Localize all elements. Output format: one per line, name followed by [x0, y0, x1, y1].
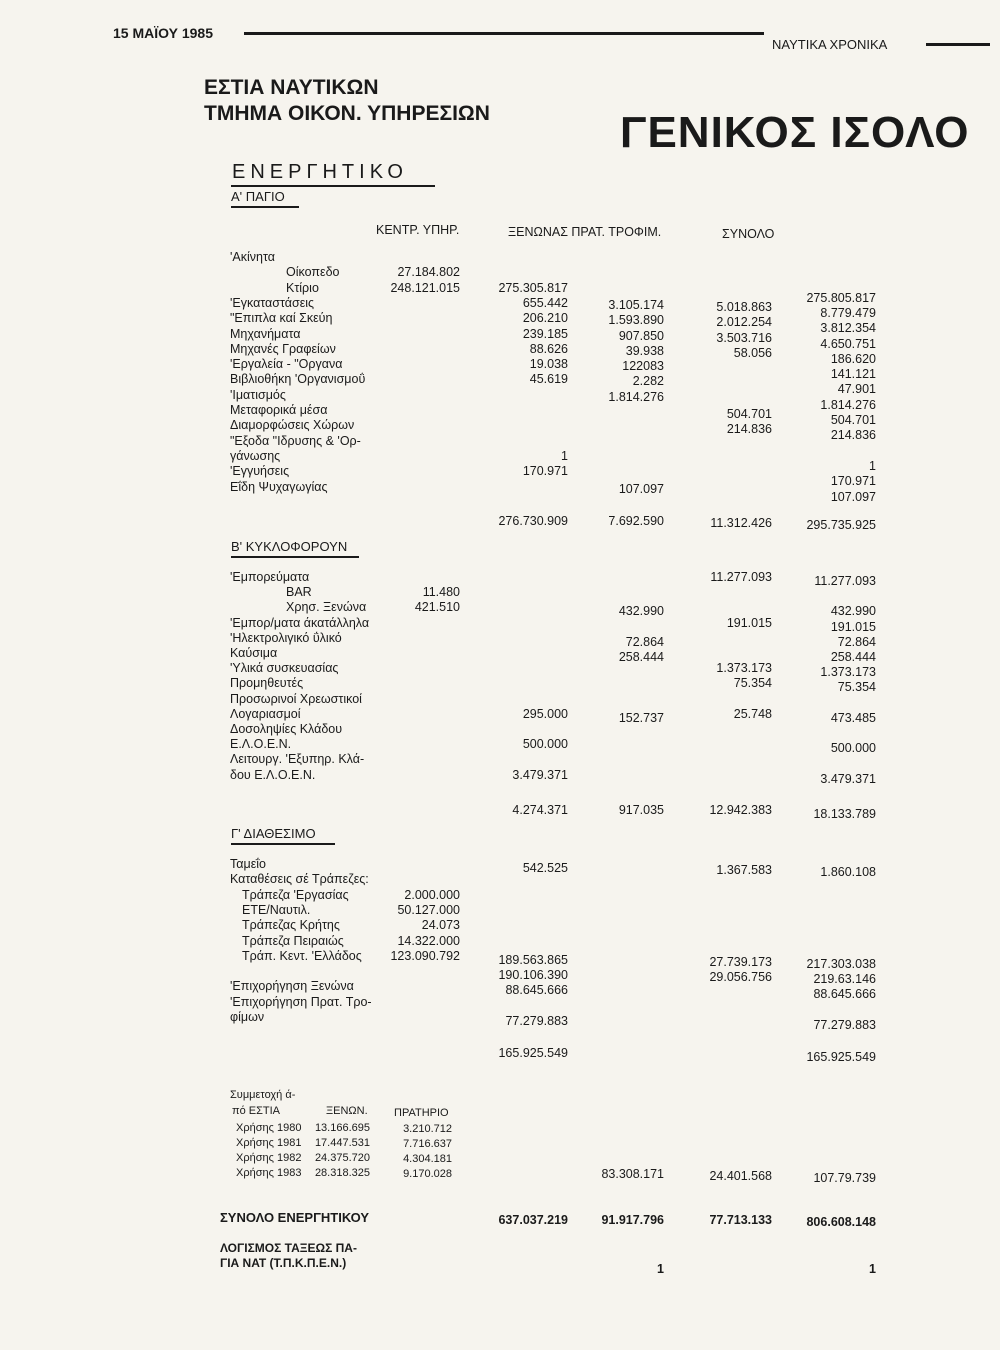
amount-c3: 75.354 — [733, 676, 772, 691]
row-subamount: 24.073 — [421, 918, 460, 933]
row-label: 'Ιματισμός — [230, 387, 286, 402]
column-header-xenonas: ΞΕΝΩΝΑΣ ΠΡΑΤ. ΤΡΟΦΙΜ. — [508, 225, 662, 239]
amount-c3: 1.367.583 — [716, 863, 772, 877]
row-subamount: 11.480 — [422, 585, 460, 600]
amount-c3: 25.748 — [733, 706, 772, 721]
participation-col-pratirio: ΠΡΑΤΗΡΙΟ — [394, 1107, 449, 1119]
header-rule-right — [926, 43, 990, 46]
amount-c4: 1.814.276 — [820, 397, 876, 412]
amount-c4: 1.373.173 — [820, 665, 876, 680]
header-rule-left — [244, 32, 764, 35]
amount-c2: 432.990 — [618, 604, 664, 619]
row-label: Καύσιμα — [230, 646, 278, 660]
row-subamount: 123.090.792 — [390, 948, 460, 963]
amount-c4: 47.901 — [837, 382, 876, 397]
row-sublabel: Οίκοπεδο — [286, 265, 340, 280]
amount-c2: 907.850 — [618, 328, 664, 343]
amount-c2: 917.035 — [618, 803, 664, 817]
row-label: Λογαριασμοί — [230, 706, 301, 721]
amount-c4: 107.79.739 — [813, 1171, 876, 1185]
row-label: 'Εγκαταστάσεις — [230, 295, 315, 310]
amount-c4: 8.779.479 — [820, 305, 876, 320]
row-label: φίμων — [230, 1010, 265, 1024]
amount-c4: 170.971 — [830, 474, 876, 489]
amount-c4: 75.354 — [837, 680, 876, 695]
org-department: ΤΜΗΜΑ ΟΙΚΟΝ. ΥΠΗΡΕΣΙΩΝ — [204, 102, 490, 125]
amount-c1: 637.037.219 — [498, 1213, 568, 1227]
amount-c4: 186.620 — [830, 351, 876, 366]
section-c-heading: Γ' ΔΙΑΘΕΣΙΜΟ — [231, 826, 316, 841]
row-sublabel: Χρησ. Ξενώνα — [286, 600, 367, 615]
amount-c3: 11.312.426 — [710, 516, 772, 530]
grand-total-label: ΣΥΝΟΛΟ ΕΝΕΡΓΗΤΙΚΟΥ — [220, 1210, 370, 1225]
amount-c4: 217.303.038 — [806, 956, 876, 971]
participation-xenon: 17.447.531 — [314, 1137, 370, 1149]
amount-c3: 3.503.716 — [716, 330, 772, 345]
amount-c2: 2.282 — [632, 374, 664, 389]
amount-c4: 141.121 — [830, 367, 876, 382]
participation-year: Χρήσης 1983 — [236, 1167, 302, 1179]
amount-c2: 107.097 — [618, 481, 664, 496]
amount-c4: 72.864 — [837, 634, 876, 649]
amount-c1: 295.000 — [522, 706, 568, 721]
row-sublabel: BAR — [286, 585, 312, 600]
amount-c4: 191.015 — [830, 619, 876, 634]
amount-c3: 11.277.093 — [710, 570, 772, 584]
participation-col-xenon: ΞΕΝΩΝ. — [326, 1105, 368, 1117]
row-label: 'Επιχορήγηση Πρατ. Τρο- — [230, 994, 372, 1009]
row-label: 'Επιχορήγηση Ξενώνα — [230, 979, 354, 994]
amount-c4: 432.990 — [830, 604, 876, 619]
row-sublabel: Τράπεζας Κρήτης — [242, 918, 340, 933]
amount-c3: 77.713.133 — [709, 1213, 772, 1227]
row-label: γάνωσης — [230, 448, 281, 463]
row-label: 'Εγγυήσεις — [230, 464, 290, 479]
amount-c4: 275.805.817 — [806, 290, 876, 305]
row-subamount: 27.184.802 — [397, 265, 460, 280]
row-label: Ταμεΐο — [230, 857, 266, 871]
amount-c1: 165.925.549 — [498, 1046, 568, 1060]
row-label: Βιβλιοθήκη 'Οργανισμοΰ — [230, 372, 366, 387]
row-label: 'Εργαλεία - "Οργανα — [230, 357, 343, 372]
amount-c4: 258.444 — [830, 650, 876, 664]
amount-c2: 3.105.174 — [608, 297, 664, 312]
row-label: 'Ακίνητα — [230, 250, 275, 264]
document-title: ΓΕΝΙΚΟΣ ΙΣΟΛΟ — [620, 108, 970, 157]
section-a-heading-underline — [231, 206, 299, 208]
row-label: Διαμορφώσεις Χώρων — [230, 418, 355, 433]
amount-c2: 152.737 — [618, 710, 664, 725]
column-header-kentr: ΚΕΝΤΡ. ΥΠΗΡ. — [376, 223, 460, 237]
row-sublabel: ΕΤΕ/Ναυτιλ. — [242, 902, 311, 917]
participation-label: πό ΕΣΤΙΑ — [232, 1105, 281, 1117]
amount-c1: 542.525 — [522, 861, 568, 875]
amount-c2: 39.938 — [625, 343, 664, 358]
amount-c3: 29.056.756 — [709, 970, 772, 985]
row-label: Μηχανές Γραφείων — [230, 341, 336, 356]
order-accounts-label: ΛΟΓΙΣΜΟΣ ΤΑΞΕΩΣ ΠΑ- — [220, 1241, 357, 1255]
amount-c4: 88.645.666 — [813, 987, 876, 1002]
amount-c4: 295.735.925 — [806, 518, 876, 532]
row-label: 'Υλικά συσκευασίας — [230, 661, 339, 676]
row-sublabel: Τράπεζα Πειραιώς — [242, 933, 344, 948]
amount-c4: 806.608.148 — [806, 1215, 876, 1229]
row-label: "Επιπλα καί Σκεύη — [230, 311, 333, 326]
row-label: Δοσοληψίες Κλάδου — [230, 722, 343, 736]
amount-c4: 11.277.093 — [814, 574, 876, 588]
amount-c1: 239.185 — [522, 326, 568, 341]
row-label: "Εξοδα "Ιδρυσης & 'Ορ- — [230, 433, 361, 448]
participation-year: Χρήσης 1980 — [236, 1122, 302, 1134]
row-label: Μεταφορικά μέσα — [230, 403, 328, 417]
amount-c2: 1 — [657, 1262, 664, 1276]
amount-c4: 500.000 — [830, 741, 876, 756]
amount-c4: 214.836 — [830, 428, 876, 443]
amount-c2: 72.864 — [625, 634, 664, 649]
amount-c2: 83.308.171 — [601, 1167, 664, 1181]
org-name: ΕΣΤΙΑ ΝΑΥΤΙΚΩΝ — [204, 76, 379, 99]
row-subamount: 50.127.000 — [397, 902, 460, 917]
amount-c3: 2.012.254 — [716, 315, 772, 330]
participation-xenon: 28.318.325 — [314, 1167, 370, 1179]
participation-year: Χρήσης 1981 — [236, 1137, 302, 1149]
section-c-heading-underline — [231, 843, 335, 845]
amount-c2: 7.692.590 — [608, 514, 664, 528]
row-sublabel: Κτίριο — [286, 280, 319, 295]
section-title-underline — [231, 185, 435, 187]
participation-pratirio: 7.716.637 — [403, 1138, 452, 1150]
amount-c1: 1 — [561, 448, 568, 463]
amount-c3: 12.942.383 — [709, 803, 772, 817]
participation-pratirio: 9.170.028 — [403, 1168, 452, 1180]
amount-c4: 1 — [869, 458, 876, 473]
section-b-heading-underline — [231, 556, 359, 558]
amount-c4: 77.279.883 — [813, 1018, 876, 1032]
amount-c4: 1.860.108 — [820, 865, 876, 879]
issue-date: 15 ΜΑΪΟΥ 1985 — [113, 25, 213, 41]
row-label: Ε.Λ.Ο.Ε.Ν. — [230, 737, 292, 752]
section-title: ΕΝΕΡΓΗΤΙΚΟ — [232, 161, 408, 183]
amount-c2: 258.444 — [618, 650, 664, 664]
section-b-heading: Β' ΚΥΚΛΟΦΟΡΟΥΝ — [231, 539, 348, 554]
participation-xenon: 13.166.695 — [314, 1122, 370, 1134]
row-label: 'Εμπορεύματα — [230, 570, 310, 584]
section-a-heading: Α' ΠΑΓΙΟ — [231, 189, 285, 204]
amount-c2: 91.917.796 — [601, 1213, 664, 1227]
amount-c1: 655.442 — [522, 295, 568, 310]
amount-c1: 4.274.371 — [512, 803, 568, 817]
amount-c1: 189.563.865 — [498, 952, 568, 967]
amount-c3: 58.056 — [733, 345, 772, 360]
amount-c4: 18.133.789 — [813, 807, 876, 821]
amount-c4: 1 — [869, 1262, 876, 1276]
amount-c2: 1.814.276 — [608, 389, 664, 404]
amount-c3: 504.701 — [726, 407, 772, 421]
row-label: δου Ε.Λ.Ο.Ε.Ν. — [230, 767, 316, 782]
amount-c1: 45.619 — [529, 372, 568, 387]
row-label: Μηχανήματα — [230, 326, 301, 341]
amount-c1: 275.305.817 — [498, 280, 568, 295]
amount-c1: 77.279.883 — [505, 1014, 568, 1028]
amount-c4: 4.650.751 — [820, 336, 876, 351]
row-subamount: 248.121.015 — [390, 280, 460, 295]
amount-c4: 165.925.549 — [806, 1050, 876, 1064]
row-subamount: 14.322.000 — [397, 933, 460, 948]
amount-c3: 214.836 — [726, 422, 772, 437]
row-sublabel: Τράπ. Κεντ. 'Ελλάδος — [242, 948, 362, 963]
amount-c3: 5.018.863 — [716, 299, 772, 314]
participation-pratirio: 3.210.712 — [403, 1123, 452, 1135]
amount-c3: 1.373.173 — [716, 661, 772, 676]
amount-c1: 500.000 — [522, 737, 568, 752]
amount-c4: 3.479.371 — [820, 771, 876, 786]
row-subamount: 2.000.000 — [404, 887, 460, 902]
amount-c1: 88.626 — [529, 341, 568, 356]
amount-c3: 27.739.173 — [709, 954, 772, 969]
amount-c3: 191.015 — [726, 615, 772, 630]
row-label: 'Ηλεκτρολιγικό ΰλικό — [230, 630, 342, 645]
amount-c1: 190.106.390 — [498, 968, 568, 983]
row-label: Λειτουργ. 'Εξυπηρ. Κλά- — [230, 752, 365, 767]
amount-c1: 88.645.666 — [505, 983, 568, 998]
participation-label: Συμμετοχή ά- — [230, 1089, 296, 1101]
order-accounts-label: ΓΙΑ ΝΑΤ (Τ.Π.Κ.Π.Ε.Ν.) — [220, 1256, 347, 1270]
amount-c2: 1.593.890 — [608, 313, 664, 328]
amount-c4: 473.485 — [830, 710, 876, 725]
amount-c4: 3.812.354 — [820, 321, 876, 336]
participation-xenon: 24.375.720 — [314, 1152, 370, 1164]
row-label: Καταθέσεις σέ Τράπεζες: — [230, 872, 369, 887]
participation-pratirio: 4.304.181 — [403, 1153, 452, 1165]
publication-name: ΝΑΥΤΙΚΑ ΧΡΟΝΙΚΑ — [772, 37, 888, 52]
column-header-synolo: ΣΥΝΟΛΟ — [722, 227, 775, 241]
row-sublabel: Τράπεζα 'Εργασίας — [242, 887, 349, 902]
amount-c4: 219.63.146 — [813, 972, 876, 987]
row-label: Εΐδη Ψυχαγωγίας — [230, 479, 328, 494]
row-label: Προσωρινοί Χρεωστικοί — [230, 691, 362, 706]
participation-year: Χρήσης 1982 — [236, 1152, 302, 1164]
amount-c1: 19.038 — [529, 357, 568, 372]
amount-c1: 206.210 — [522, 311, 568, 326]
row-label: 'Εμπορ/ματα άκατάλληλα — [230, 615, 370, 630]
amount-c2: 122083 — [622, 359, 664, 374]
amount-c1: 170.971 — [522, 464, 568, 479]
row-label: Προμηθευτές — [230, 676, 304, 691]
row-subamount: 421.510 — [414, 600, 460, 615]
amount-c1: 276.730.909 — [498, 514, 568, 528]
amount-c3: 24.401.568 — [709, 1169, 772, 1183]
amount-c4: 107.097 — [830, 489, 876, 504]
amount-c4: 504.701 — [830, 413, 876, 427]
amount-c1: 3.479.371 — [512, 767, 568, 782]
